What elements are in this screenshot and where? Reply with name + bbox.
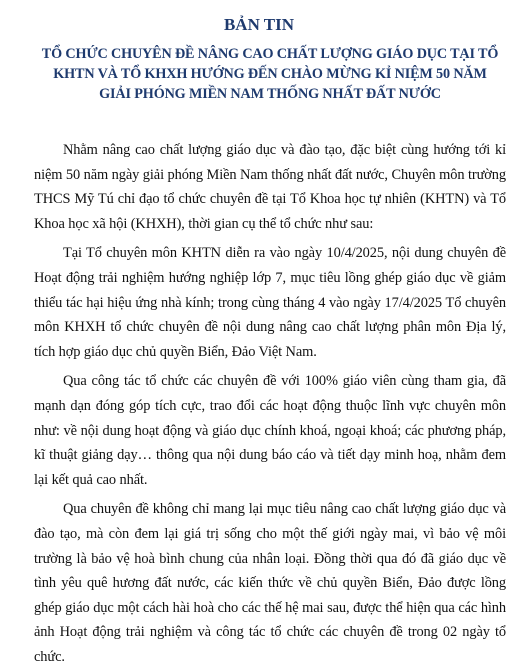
subtitle-line: TỔ CHỨC CHUYÊN ĐỀ NÂNG CAO CHẤT LƯỢNG GIÁO DỤC TẠI TỔ bbox=[41, 46, 499, 62]
subtitle-line: KHTN VÀ TỔ KHXH HƯỚNG ĐẾN CHÀO MỪNG KỈ NIỆM 50 NĂM bbox=[53, 66, 487, 82]
body-paragraph: Qua chuyên đề không chỉ mang lại mục tiêu nâng cao chất lượng giáo dục và đào tạo, mà còn đem lại giá trị sống cho một thế giới ngày mai, vì bảo vệ môi trường là bảo vệ hoà bình chung của nhân loại. Đồng thời qua đó đã giáo dục về tình yêu quê hương đất nước, các kiến thức về chủ quyền Biển, Đảo được lồng ghép giáo dục một cách hài hoà cho các thế hệ mai sau, được thể hiện qua các hình ảnh Hoạt động trải nghiệm và công tác tổ chức các chuyên đề trong 02 ngày tổ chức. bbox=[34, 501, 506, 665]
body-paragraph: Qua công tác tổ chức các chuyên đề với 100% giáo viên cùng tham gia, đã mạnh dạn đóng góp tích cực, trao đổi các hoạt động thuộc lĩnh vực chuyên môn như: về nội dung hoạt động và giáo dục chính khoá, ngoại khoá; các phương pháp, kĩ thuật giảng dạy… thông qua nội dung báo cáo và tiết dạy minh hoạ, nhằm đem lại kết quả cao nhất. bbox=[34, 373, 506, 488]
document-subtitle bbox=[34, 44, 506, 104]
body-paragraph: Nhằm nâng cao chất lượng giáo dục và đào tạo, đặc biệt cùng hướng tới kỉ niệm 50 năm ngày giải phóng Miền Nam thống nhất đất nước, Chuyên môn trường THCS Mỹ Tú chỉ đạo tổ chức chuyên đề tại Tổ Khoa học tự nhiên (KHTN) và Tổ Khoa học xã hội (KHXH), thời gian cụ thể tổ chức như sau: bbox=[34, 142, 506, 232]
document-title: BẢN TIN bbox=[223, 15, 295, 34]
body-paragraph: Tại Tổ chuyên môn KHTN diễn ra vào ngày 10/4/2025, nội dung chuyên đề Hoạt động trải nghiệm hướng nghiệp lớp 7, mục tiêu lồng ghép giáo dục về giảm thiểu tác hại hiệu ứng nhà kính; trong cùng tháng 4 vào ngày 17/4/2025 Tổ chuyên môn KHXH tổ chức chuyên đề nội dung nâng cao chất lượng phân môn Địa lý, tích hợp giáo dục chủ quyền Biển, Đảo Việt Nam. bbox=[34, 245, 506, 360]
subtitle-line: GIẢI PHÓNG MIỀN NAM THỐNG NHẤT ĐẤT NƯỚC bbox=[99, 86, 441, 102]
document-body bbox=[34, 138, 506, 669]
